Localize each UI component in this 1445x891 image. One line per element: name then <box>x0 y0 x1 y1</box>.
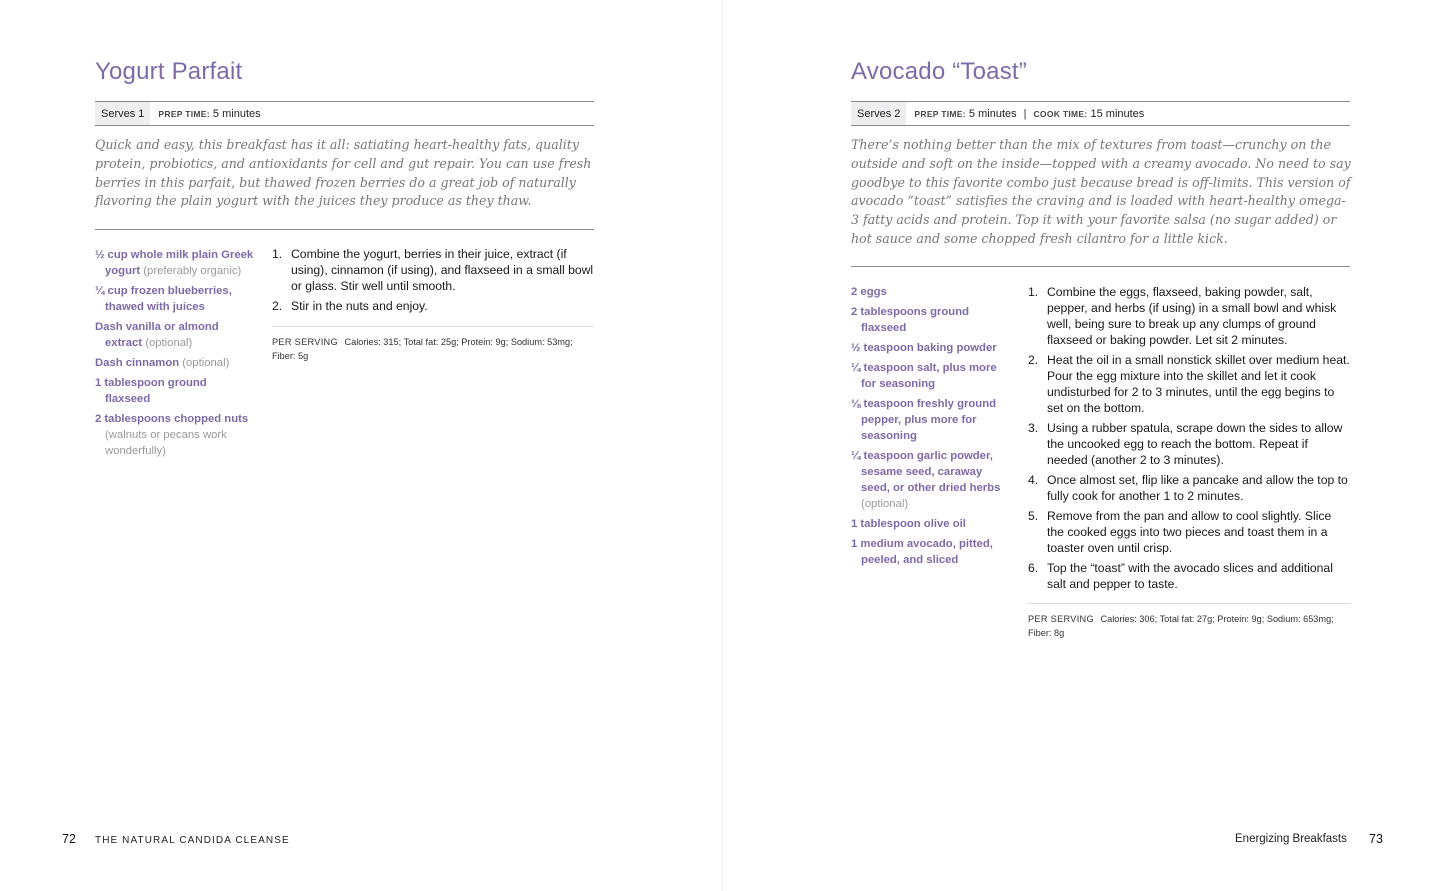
step-number: 6. <box>1028 561 1039 575</box>
recipe-title: Avocado “Toast” <box>851 58 1027 85</box>
ingredient-item <box>851 284 1001 300</box>
prep-time-value: 5 minutes <box>212 107 261 120</box>
nutrition-info <box>1028 603 1351 640</box>
step-number: 2. <box>272 299 283 313</box>
step-text: Stir in the nuts and enjoy. <box>291 299 428 313</box>
running-footer: THE NATURAL CANDIDA CLEANSE <box>95 835 290 846</box>
ingredient-list <box>95 247 255 463</box>
step-number: 2. <box>1028 353 1039 367</box>
right-page <box>723 0 1445 891</box>
instruction-list <box>272 246 594 318</box>
instruction-step <box>1028 420 1351 468</box>
step-number: 1. <box>1028 285 1039 299</box>
ingredient-name: 1 tablespoon ground flaxseed <box>95 377 207 405</box>
prep-time <box>158 108 260 120</box>
nutrition-info <box>272 326 594 363</box>
step-text: Remove from the pan and allow to cool slightly. Slice the cooked eggs into two pieces and toast them in a toaster oven until crisp. <box>1047 509 1332 555</box>
ingredient-item <box>95 283 255 315</box>
cook-time-value: 15 minutes <box>1090 107 1145 120</box>
step-text: Using a rubber spatula, scrape down the sides to allow the uncooked egg to reach the bottom. Repeat if needed (another 2 to 3 minutes). <box>1047 421 1343 467</box>
ingredient-name: 1 tablespoon olive oil <box>851 518 966 530</box>
ingredient-item <box>851 360 1001 392</box>
ingredient-item <box>95 247 255 279</box>
ingredient-name: ⅛ teaspoon freshly ground pepper, plus more for seasoning <box>851 398 996 442</box>
cook-time-label: COOK TIME: <box>1033 108 1088 119</box>
nutrition-values: Calories: 315; Total fat: 25g; Protein: 9g; Sodium: 53mg; Fiber: 5g <box>272 337 573 361</box>
ingredient-name: 2 tablespoons ground flaxseed <box>851 306 969 334</box>
ingredient-item <box>95 411 255 459</box>
nutrition-values: Calories: 306; Total fat: 27g; Protein: 9g; Sodium: 653mg; Fiber: 8g <box>1028 614 1334 638</box>
step-text: Combine the yogurt, berries in their juice, extract (if using), cinnamon (if using), and flaxseed in a small bowl or glass. Stir well until smooth. <box>291 247 594 293</box>
instruction-step <box>1028 508 1351 556</box>
ingredient-item <box>851 340 1001 356</box>
ingredient-item <box>851 516 1001 532</box>
prep-time-label: PREP TIME: <box>914 108 966 119</box>
instruction-step <box>272 298 594 314</box>
ingredient-item <box>851 448 1001 512</box>
recipe-intro: Quick and easy, this breakfast has it all: satiating heart-healthy fats, quality protein, probiotics, and antioxidants for cell and gut repair. You can use fresh berries in this parfait, but thawed frozen berries do a great job of naturally flavoring the plain yogurt with the juices they produce as they thaw. <box>95 137 592 209</box>
step-number: 4. <box>1028 473 1039 487</box>
ingredient-name: 2 eggs <box>851 286 887 298</box>
left-page <box>0 0 722 891</box>
ingredient-name: ¼ cup frozen blueberries, thawed with juices <box>95 285 232 313</box>
step-number: 5. <box>1028 509 1039 523</box>
ingredient-note: (preferably organic) <box>143 265 242 277</box>
ingredient-name: 2 tablespoons chopped nuts <box>95 413 249 425</box>
instruction-step <box>1028 560 1351 592</box>
ingredient-item <box>851 536 1001 568</box>
ingredient-name: ½ teaspoon baking powder <box>851 342 997 354</box>
serves-badge: Serves 2 <box>851 102 906 125</box>
divider <box>851 266 1350 267</box>
nutrition-label: PER SERVING <box>272 337 338 347</box>
ingredient-list <box>851 284 1001 572</box>
instruction-step <box>1028 352 1351 416</box>
nutrition-label: PER SERVING <box>1028 614 1094 624</box>
ingredient-item <box>95 319 255 351</box>
ingredient-item <box>95 375 255 407</box>
instruction-step <box>272 246 594 294</box>
ingredient-name: Dash cinnamon <box>95 357 180 369</box>
ingredient-item <box>851 396 1001 444</box>
step-number: 3. <box>1028 421 1039 435</box>
step-text: Top the “toast” with the avocado slices and additional salt and pepper to taste. <box>1047 561 1333 591</box>
step-text: Combine the eggs, flaxseed, baking powder, salt, pepper, and herbs (if using) in a small bowl and whisk well, being sure to break up any clumps of ground flaxseed or baking powder. Let sit 2 minutes. <box>1047 285 1337 347</box>
instruction-step <box>1028 284 1351 348</box>
meta-separator: | <box>1023 107 1027 120</box>
ingredient-name: Dash vanilla or almond extract <box>95 321 219 349</box>
ingredient-item <box>95 355 255 371</box>
ingredient-item <box>851 304 1001 336</box>
prep-time-value: 5 minutes <box>968 107 1017 120</box>
instruction-step <box>1028 472 1351 504</box>
recipe-meta-bar <box>851 101 1350 126</box>
cook-time <box>1033 108 1144 120</box>
page-number: 72 <box>62 832 76 846</box>
ingredient-note: (optional) <box>861 498 909 510</box>
divider <box>95 229 594 230</box>
prep-time-label: PREP TIME: <box>158 108 210 119</box>
ingredient-name: 1 medium avocado, pitted, peeled, and sliced <box>851 538 993 566</box>
instruction-list <box>1028 284 1351 596</box>
prep-time <box>914 108 1016 120</box>
recipe-title: Yogurt Parfait <box>95 58 243 85</box>
recipe-intro: There’s nothing better than the mix of textures from toast—crunchy on the outside and soft on the inside—topped with a creamy avocado. No need to say goodbye to this favorite combo just because bread is off-limits. This version of avocado “toast” satisfies the craving and is loaded with heart-healthy omega-3 fatty acids and protein. Top it with your favorite salsa (no sugar added) or hot sauce and some chopped fresh cilantro for a little kick. <box>851 137 1351 246</box>
ingredient-note: (optional) <box>145 337 193 349</box>
recipe-meta-bar <box>95 101 594 126</box>
page-number: 73 <box>1369 832 1383 846</box>
ingredient-name: ¼ teaspoon garlic powder, sesame seed, caraway seed, or other dried herbs <box>851 450 1001 494</box>
ingredient-note: (walnuts or pecans work wonderfully) <box>105 429 227 457</box>
ingredient-name: ¼ teaspoon salt, plus more for seasoning <box>851 362 997 390</box>
step-text: Once almost set, flip like a pancake and allow the top to fully cook for another 1 to 2 minutes. <box>1047 473 1348 503</box>
ingredient-note: (optional) <box>182 357 230 369</box>
running-footer: Energizing Breakfasts <box>1235 833 1347 845</box>
ingredient-name: ½ cup whole milk plain Greek yogurt <box>95 249 254 277</box>
step-number: 1. <box>272 247 283 261</box>
serves-badge: Serves 1 <box>95 102 150 125</box>
step-text: Heat the oil in a small nonstick skillet over medium heat. Pour the egg mixture into the skillet and let it cook undisturbed for 2 to 3 minutes, until the egg begins to set on the bottom. <box>1047 353 1350 415</box>
